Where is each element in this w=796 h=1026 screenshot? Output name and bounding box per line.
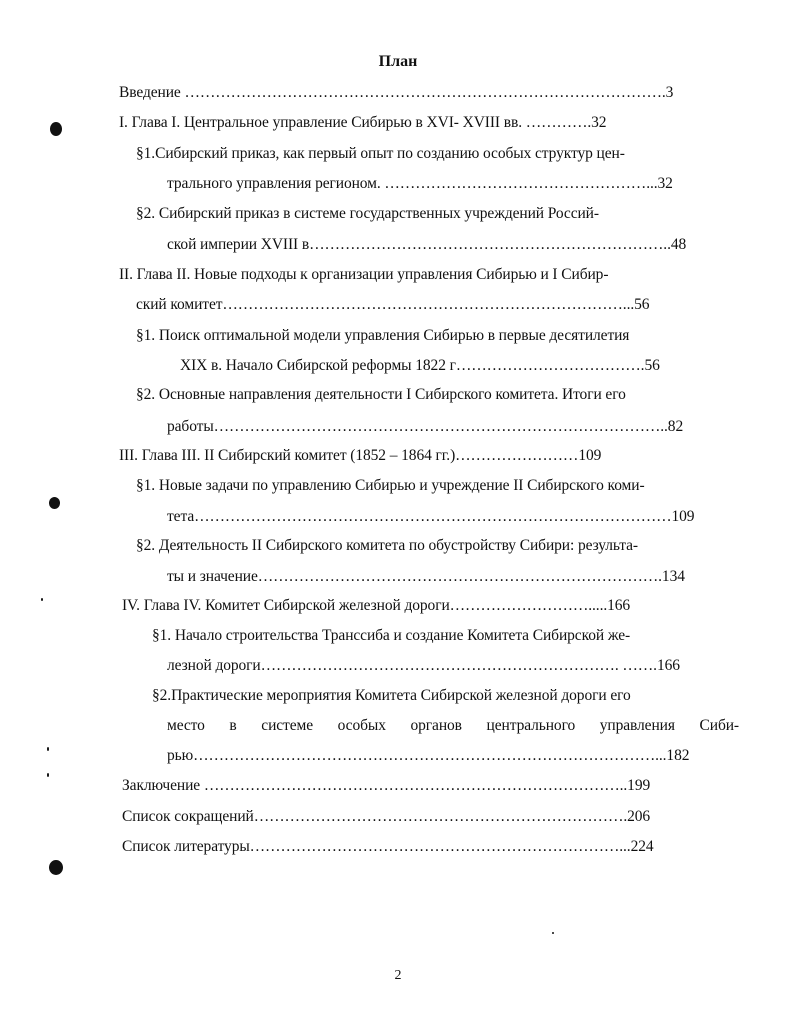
toc-section-4-2-line-1: §2.Практические мероприятия Комитета Сибирской железной дороги его: [152, 687, 631, 704]
toc-section-3-2-line-1: §2. Деятельность II Сибирского комитета по обустройству Сибири: результа-: [136, 537, 638, 554]
toc-chapter-3: III. Глава III. II Сибирский комитет (1852 – 1864 гг.)……………………109: [119, 447, 602, 464]
toc-entry-conclusion: Заключение ………………………………………………………………………..199: [122, 777, 651, 794]
scan-speck: [47, 747, 49, 751]
scan-speck: [49, 497, 60, 509]
toc-chapter-1: I. Глава I. Центральное управление Сибирью в XVI- XVIII вв. ………….32: [119, 114, 607, 131]
toc-section-1-1-line-1: §1.Сибирский приказ, как первый опыт по созданию особых структур цен-: [136, 145, 625, 162]
toc-section-2-2-line-2: работы……………………………………………………………………………..82: [167, 418, 684, 435]
toc-entry-bibliography: Список литературы………………………………………………………………...224: [122, 838, 654, 855]
toc-section-3-1-line-2: тета…………………………………………………………………………………109: [167, 508, 695, 525]
toc-entry-introduction: Введение ………………………………………………………………………………….3: [119, 84, 674, 101]
scan-speck: [41, 598, 43, 601]
page-number: 2: [394, 968, 402, 983]
toc-section-3-2-line-2: ты и значение…………………………………………………………………….134: [167, 568, 685, 585]
toc-section-2-2-line-1: §2. Основные направления деятельности I Сибирского комитета. Итоги его: [136, 386, 626, 403]
toc-chapter-2-line-2: ский комитет……………………………………………………………………...56: [136, 296, 650, 313]
page-title: План: [378, 53, 418, 70]
scan-speck: [552, 932, 554, 934]
toc-chapter-4: IV. Глава IV. Комитет Сибирской железной дороги……………………….....166: [122, 597, 631, 614]
scan-speck: [50, 122, 62, 136]
toc-section-2-1-line-2: XIX в. Начало Сибирской реформы 1822 г……………………………….56: [180, 357, 660, 374]
toc-section-4-2-line-3: рью………………………………………………………………………………...182: [167, 747, 690, 764]
toc-section-1-2-line-1: §2. Сибирский приказ в системе государственных учреждений Россий-: [136, 205, 599, 222]
toc-chapter-2-line-1: II. Глава II. Новые подходы к организации управления Сибирью и I Сибир-: [119, 266, 609, 283]
toc-section-4-1-line-1: §1. Начало строительства Транссиба и создание Комитета Сибирской же-: [152, 627, 631, 644]
toc-section-4-2-line-2: место в системе особых органов центрального управления Сиби-: [167, 717, 739, 734]
scan-speck: [47, 773, 49, 777]
toc-section-2-1-line-1: §1. Поиск оптимальной модели управления Сибирью в первые десятилетия: [136, 327, 630, 344]
scan-speck: [49, 860, 63, 875]
toc-section-1-1-line-2: трального управления регионом. ……………………………………………...32: [167, 175, 673, 192]
toc-section-3-1-line-1: §1. Новые задачи по управлению Сибирью и учреждение II Сибирского коми-: [136, 477, 645, 494]
toc-entry-abbreviations: Список сокращений……………………………………………………………….206: [122, 808, 651, 825]
toc-section-4-1-line-2: лезной дороги……………………………………………………………. …….166: [167, 657, 680, 674]
toc-section-1-2-line-2: ской империи XVIII в……………………………………………………………..48: [167, 236, 687, 253]
